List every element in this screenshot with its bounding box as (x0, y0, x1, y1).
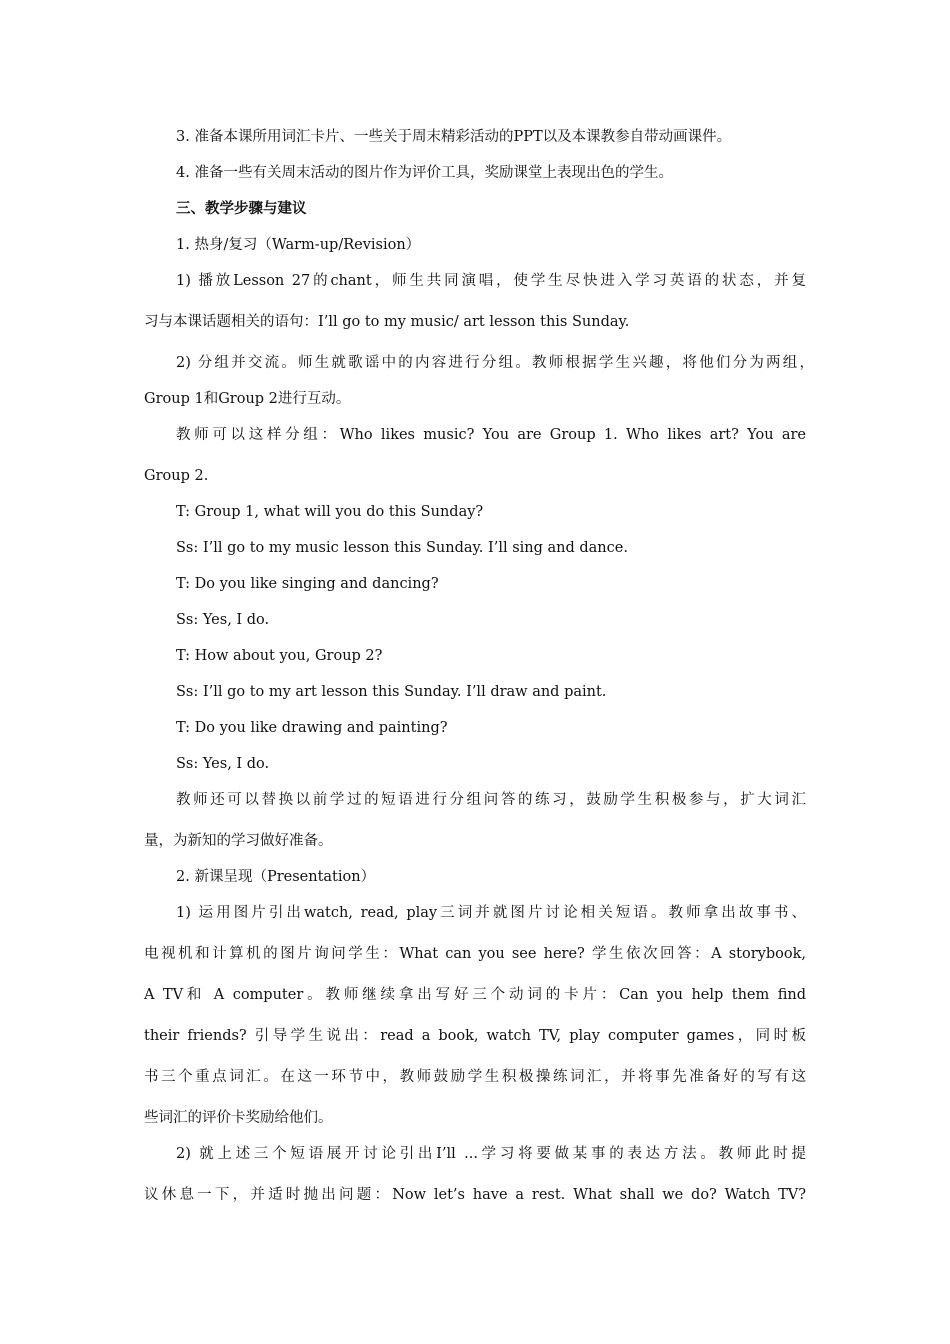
paragraph-line: 习与本课话题相关的语句：I’ll go to my music/ art lesson this Sunday. (144, 314, 630, 330)
dialogue-line: Ss: Yes, I do. (176, 756, 270, 772)
paragraph-line: Group 2. (144, 468, 209, 484)
paragraph-text: A TV和 A computer。教师继续拿出写好三个动词的卡片：Can you help them find (144, 987, 806, 1003)
paragraph-line: 些词汇的评价卡奖励给他们。 (144, 1110, 333, 1126)
paragraph-text: their friends? 引导学生说出：read a book, watch TV, play computer games，同时板 (144, 1028, 806, 1044)
dialogue-line: Ss: Yes, I do. (176, 612, 270, 628)
paragraph-line (176, 353, 814, 373)
paragraph-line (176, 1144, 806, 1164)
paragraph-text: 2) 分组并交流。师生就歌谣中的内容进行分组。教师根据学生兴趣，将他们分为两组， (176, 355, 814, 371)
paragraph-text: 1) 运用图片引出watch, read, play三词并就图片讨论相关短语。教师拿出故事书、 (176, 905, 806, 921)
paragraph-text: 1) 播放Lesson 27的chant，师生共同演唱，使学生尽快进入学习英语的状态，并复 (176, 273, 806, 289)
paragraph-line (176, 790, 806, 810)
dialogue-line: T: How about you, Group 2? (176, 648, 383, 664)
paragraph-line (176, 425, 806, 445)
paragraph-line (144, 1185, 806, 1205)
paragraph-line (144, 1026, 806, 1046)
paragraph-line (144, 944, 806, 964)
paragraph-line: 量，为新知的学习做好准备。 (144, 833, 333, 849)
paragraph-text: 教师可以这样分组：Who likes music? You are Group 1. Who likes art? You are (176, 427, 806, 443)
section-heading: 三、教学步骤与建议 (176, 200, 307, 217)
prep-item-3: 3. 准备本课所用词汇卡片、一些关于周末精彩活动的PPT以及本课教参自带动画课件。 (176, 129, 732, 145)
dialogue-line: T: Group 1, what will you do this Sunday? (176, 504, 484, 520)
prep-item-4: 4. 准备一些有关周末活动的图片作为评价工具，奖励课堂上表现出色的学生。 (176, 165, 673, 181)
paragraph-line (144, 985, 806, 1005)
paragraph-text: 电视机和计算机的图片询问学生：What can you see here? 学生依次回答：A storybook, (144, 946, 806, 962)
paragraph-line (176, 903, 806, 923)
paragraph-text: 教师还可以替换以前学过的短语进行分组问答的练习，鼓励学生积极参与，扩大词汇 (176, 792, 806, 808)
paragraph-line (176, 271, 806, 291)
dialogue-line: Ss: I’ll go to my art lesson this Sunday. I’ll draw and paint. (176, 684, 607, 700)
paragraph-line: Group 1和Group 2进行互动。 (144, 391, 351, 407)
paragraph-line (144, 1067, 806, 1087)
paragraph-text: 议休息一下，并适时抛出问题：Now let’s have a rest. What shall we do? Watch TV? (144, 1187, 806, 1203)
dialogue-line: Ss: I’ll go to my music lesson this Sunday. I’ll sing and dance. (176, 540, 628, 556)
paragraph-text: 2) 就上述三个短语展开讨论引出I’ll ...学习将要做某事的表达方法。教师此时提 (176, 1146, 806, 1162)
dialogue-line: T: Do you like drawing and painting? (176, 720, 448, 736)
paragraph-text: 书三个重点词汇。在这一环节中，教师鼓励学生积极操练词汇，并将事先准备好的写有这 (144, 1069, 806, 1085)
step-2-heading: 2. 新课呈现（Presentation） (176, 869, 376, 885)
dialogue-line: T: Do you like singing and dancing? (176, 576, 439, 592)
step-1-heading: 1. 热身/复习（Warm-up/Revision） (176, 237, 421, 253)
